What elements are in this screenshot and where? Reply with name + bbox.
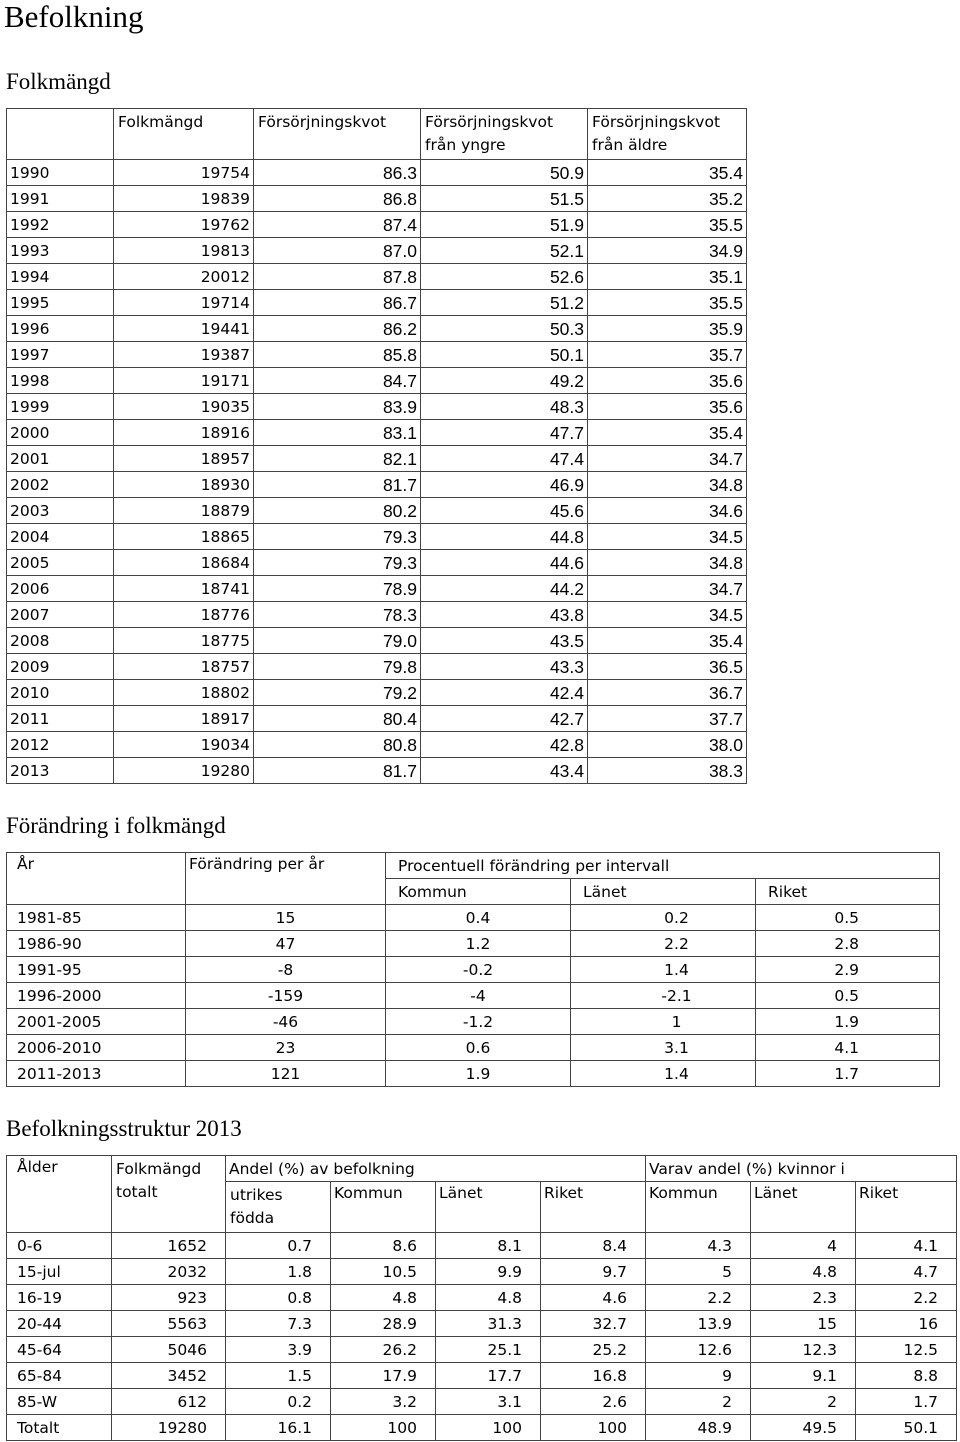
- kvot-yngre-cell: 51.9: [421, 212, 588, 238]
- year-cell: 2012: [7, 732, 114, 758]
- change-cell: 15: [186, 905, 386, 931]
- riket-cell: 8.4: [541, 1233, 646, 1259]
- kvot-aldre-cell: 35.1: [588, 264, 747, 290]
- table-row: [7, 1259, 957, 1285]
- befolkningsstruktur-table-body: [7, 1233, 957, 1441]
- kvinnor-kommun-cell: 2.2: [646, 1285, 751, 1311]
- year-cell: 2009: [7, 654, 114, 680]
- kvot-aldre-cell: 35.7: [588, 342, 747, 368]
- header-forsorjningskvot-yngre: Försörjningskvot från yngre: [421, 109, 588, 160]
- interval-cell: 2001-2005: [7, 1009, 186, 1035]
- interval-cell: 2011-2013: [7, 1061, 186, 1087]
- table-row: [7, 1389, 957, 1415]
- year-cell: 2004: [7, 524, 114, 550]
- forsorjningskvot-cell: 80.2: [254, 498, 421, 524]
- riket-cell: 1.9: [756, 1009, 940, 1035]
- year-cell: 2013: [7, 758, 114, 784]
- table-row: [7, 905, 940, 931]
- kvot-yngre-cell: 48.3: [421, 394, 588, 420]
- table-row: [7, 576, 747, 602]
- forsorjningskvot-cell: 79.3: [254, 550, 421, 576]
- header-blank: [7, 109, 114, 160]
- subheader-kvinnor-kommun: Kommun: [646, 1182, 751, 1233]
- subheader-lanet: Länet: [436, 1182, 541, 1233]
- forsorjningskvot-cell: 84.7: [254, 368, 421, 394]
- kvot-aldre-cell: 34.6: [588, 498, 747, 524]
- age-cell: 45-64: [7, 1337, 112, 1363]
- kvot-aldre-cell: 35.9: [588, 316, 747, 342]
- forsorjningskvot-cell: 86.3: [254, 160, 421, 186]
- lanet-cell: 31.3: [436, 1311, 541, 1337]
- utrikes-fodda-cell: 0.2: [226, 1389, 331, 1415]
- kvot-yngre-cell: 44.2: [421, 576, 588, 602]
- year-cell: 2003: [7, 498, 114, 524]
- kvot-aldre-cell: 35.4: [588, 420, 747, 446]
- kvinnor-riket-cell: 4.1: [856, 1233, 957, 1259]
- kommun-cell: 100: [331, 1415, 436, 1441]
- kvot-aldre-cell: 35.4: [588, 160, 747, 186]
- folkmangd-cell: 18741: [114, 576, 254, 602]
- folkmangd-cell: 19034: [114, 732, 254, 758]
- age-cell: Totalt: [7, 1415, 112, 1441]
- kvinnor-riket-cell: 2.2: [856, 1285, 957, 1311]
- year-cell: 2005: [7, 550, 114, 576]
- interval-cell: 1986-90: [7, 931, 186, 957]
- kvinnor-kommun-cell: 4.3: [646, 1233, 751, 1259]
- folkmangd-cell: 18684: [114, 550, 254, 576]
- header-procentuell: Procentuell förändring per intervall: [386, 853, 940, 879]
- interval-cell: 1991-95: [7, 957, 186, 983]
- interval-cell: 1981-85: [7, 905, 186, 931]
- year-cell: 1996: [7, 316, 114, 342]
- lanet-cell: 2.2: [571, 931, 756, 957]
- total-cell: 5046: [112, 1337, 226, 1363]
- forsorjningskvot-cell: 81.7: [254, 472, 421, 498]
- kvot-yngre-cell: 42.8: [421, 732, 588, 758]
- total-cell: 3452: [112, 1363, 226, 1389]
- folkmangd-cell: 19762: [114, 212, 254, 238]
- folkmangd-cell: 18802: [114, 680, 254, 706]
- kvot-yngre-cell: 46.9: [421, 472, 588, 498]
- table-row: [7, 368, 747, 394]
- folkmangd-cell: 18757: [114, 654, 254, 680]
- year-cell: 2000: [7, 420, 114, 446]
- total-cell: 5563: [112, 1311, 226, 1337]
- change-cell: -8: [186, 957, 386, 983]
- forsorjningskvot-cell: 83.1: [254, 420, 421, 446]
- change-cell: 23: [186, 1035, 386, 1061]
- table-row: [7, 628, 747, 654]
- kvot-aldre-cell: 38.3: [588, 758, 747, 784]
- lanet-cell: 9.9: [436, 1259, 541, 1285]
- table-row: [7, 264, 747, 290]
- header-folkmangd: Folkmängd: [114, 109, 254, 160]
- section-heading-forandring: Förändring i folkmängd: [6, 813, 226, 838]
- age-cell: 16-19: [7, 1285, 112, 1311]
- kvinnor-kommun-cell: 13.9: [646, 1311, 751, 1337]
- total-cell: 1652: [112, 1233, 226, 1259]
- riket-cell: 2.6: [541, 1389, 646, 1415]
- subheader-lanet: Länet: [571, 879, 756, 905]
- kvot-aldre-cell: 34.5: [588, 602, 747, 628]
- kvinnor-riket-cell: 1.7: [856, 1389, 957, 1415]
- total-cell: 2032: [112, 1259, 226, 1285]
- kommun-cell: 1.2: [386, 931, 571, 957]
- table-row: [7, 446, 747, 472]
- kvot-aldre-cell: 35.6: [588, 368, 747, 394]
- kvot-yngre-cell: 45.6: [421, 498, 588, 524]
- table-row: [7, 602, 747, 628]
- kvot-aldre-cell: 36.7: [588, 680, 747, 706]
- folkmangd-cell: 18865: [114, 524, 254, 550]
- kvot-yngre-cell: 50.1: [421, 342, 588, 368]
- forsorjningskvot-cell: 85.8: [254, 342, 421, 368]
- riket-cell: 0.5: [756, 905, 940, 931]
- year-cell: 1999: [7, 394, 114, 420]
- kvot-aldre-cell: 34.8: [588, 472, 747, 498]
- year-cell: 2008: [7, 628, 114, 654]
- kvot-yngre-cell: 43.8: [421, 602, 588, 628]
- kvot-yngre-cell: 43.3: [421, 654, 588, 680]
- kvot-yngre-cell: 43.5: [421, 628, 588, 654]
- forsorjningskvot-cell: 82.1: [254, 446, 421, 472]
- utrikes-fodda-cell: 16.1: [226, 1415, 331, 1441]
- header-andel-av-befolkning: Andel (%) av befolkning: [226, 1156, 646, 1182]
- table-row: [7, 290, 747, 316]
- kvot-yngre-cell: 43.4: [421, 758, 588, 784]
- riket-cell: 25.2: [541, 1337, 646, 1363]
- forsorjningskvot-cell: 79.3: [254, 524, 421, 550]
- kommun-cell: 10.5: [331, 1259, 436, 1285]
- kvinnor-lanet-cell: 15: [751, 1311, 856, 1337]
- forsorjningskvot-cell: 79.2: [254, 680, 421, 706]
- utrikes-fodda-cell: 1.5: [226, 1363, 331, 1389]
- kvinnor-riket-cell: 4.7: [856, 1259, 957, 1285]
- folkmangd-cell: 19441: [114, 316, 254, 342]
- kvot-yngre-cell: 44.8: [421, 524, 588, 550]
- lanet-cell: 25.1: [436, 1337, 541, 1363]
- lanet-cell: 17.7: [436, 1363, 541, 1389]
- kommun-cell: 8.6: [331, 1233, 436, 1259]
- kvinnor-lanet-cell: 2: [751, 1389, 856, 1415]
- kvot-yngre-cell: 42.7: [421, 706, 588, 732]
- total-cell: 19280: [112, 1415, 226, 1441]
- kommun-cell: 0.4: [386, 905, 571, 931]
- kvot-aldre-cell: 34.5: [588, 524, 747, 550]
- subheader-kvinnor-lanet: Länet: [751, 1182, 856, 1233]
- kvinnor-kommun-cell: 12.6: [646, 1337, 751, 1363]
- folkmangd-cell: 18957: [114, 446, 254, 472]
- header-varav-andel-kvinnor: Varav andel (%) kvinnor i: [646, 1156, 957, 1182]
- forandring-table-body: [7, 905, 940, 1087]
- kvot-yngre-cell: 51.5: [421, 186, 588, 212]
- folkmangd-cell: 19813: [114, 238, 254, 264]
- change-cell: 47: [186, 931, 386, 957]
- lanet-cell: 4.8: [436, 1285, 541, 1311]
- kvinnor-lanet-cell: 4: [751, 1233, 856, 1259]
- table-row: [7, 394, 747, 420]
- year-cell: 2011: [7, 706, 114, 732]
- kvot-aldre-cell: 37.7: [588, 706, 747, 732]
- lanet-cell: 8.1: [436, 1233, 541, 1259]
- riket-cell: 2.8: [756, 931, 940, 957]
- table-row: [7, 983, 940, 1009]
- folkmangd-cell: 19839: [114, 186, 254, 212]
- interval-cell: 1996-2000: [7, 983, 186, 1009]
- kvot-yngre-cell: 52.1: [421, 238, 588, 264]
- kvot-aldre-cell: 35.6: [588, 394, 747, 420]
- interval-cell: 2006-2010: [7, 1035, 186, 1061]
- kvinnor-lanet-cell: 4.8: [751, 1259, 856, 1285]
- kvinnor-riket-cell: 50.1: [856, 1415, 957, 1441]
- table-row: [7, 498, 747, 524]
- utrikes-fodda-cell: 0.7: [226, 1233, 331, 1259]
- folkmangd-cell: 18776: [114, 602, 254, 628]
- table-row: [7, 732, 747, 758]
- change-cell: -159: [186, 983, 386, 1009]
- kvot-aldre-cell: 34.8: [588, 550, 747, 576]
- year-cell: 2010: [7, 680, 114, 706]
- table-row: [7, 1415, 957, 1441]
- table-row: [7, 1363, 957, 1389]
- lanet-cell: 3.1: [436, 1389, 541, 1415]
- page-title: Befolkning: [4, 0, 144, 34]
- age-cell: 85-W: [7, 1389, 112, 1415]
- kvot-yngre-cell: 50.9: [421, 160, 588, 186]
- kvot-aldre-cell: 34.7: [588, 576, 747, 602]
- forandring-table: [6, 852, 940, 1087]
- kvot-aldre-cell: 35.4: [588, 628, 747, 654]
- kvot-yngre-cell: 50.3: [421, 316, 588, 342]
- year-cell: 1997: [7, 342, 114, 368]
- forsorjningskvot-cell: 79.0: [254, 628, 421, 654]
- kommun-cell: -0.2: [386, 957, 571, 983]
- subheader-kommun: Kommun: [331, 1182, 436, 1233]
- table-row: [7, 160, 747, 186]
- table-row: [7, 186, 747, 212]
- subheader-utrikes-fodda: utrikes födda: [226, 1182, 331, 1233]
- forsorjningskvot-cell: 87.0: [254, 238, 421, 264]
- kvinnor-kommun-cell: 48.9: [646, 1415, 751, 1441]
- utrikes-fodda-cell: 1.8: [226, 1259, 331, 1285]
- header-forsorjningskvot-aldre: Försörjningskvot från äldre: [588, 109, 747, 160]
- kvot-aldre-cell: 34.9: [588, 238, 747, 264]
- table-row: [7, 212, 747, 238]
- kvot-yngre-cell: 49.2: [421, 368, 588, 394]
- header-forsorjningskvot: Försörjningskvot: [254, 109, 421, 160]
- header-alder: Ålder: [7, 1156, 112, 1233]
- section-heading-befolkningsstruktur: Befolkningsstruktur 2013: [6, 1116, 242, 1141]
- subheader-kvinnor-riket: Riket: [856, 1182, 957, 1233]
- table-row: [7, 472, 747, 498]
- forsorjningskvot-cell: 86.7: [254, 290, 421, 316]
- kvot-aldre-cell: 36.5: [588, 654, 747, 680]
- folkmangd-cell: 19280: [114, 758, 254, 784]
- folkmangd-cell: 19714: [114, 290, 254, 316]
- age-cell: 65-84: [7, 1363, 112, 1389]
- lanet-cell: 1: [571, 1009, 756, 1035]
- folkmangd-cell: 19171: [114, 368, 254, 394]
- forsorjningskvot-cell: 80.4: [254, 706, 421, 732]
- kommun-cell: -4: [386, 983, 571, 1009]
- kvinnor-lanet-cell: 12.3: [751, 1337, 856, 1363]
- riket-cell: 32.7: [541, 1311, 646, 1337]
- kommun-cell: 4.8: [331, 1285, 436, 1311]
- subheader-riket: Riket: [541, 1182, 646, 1233]
- year-cell: 2007: [7, 602, 114, 628]
- forsorjningskvot-cell: 83.9: [254, 394, 421, 420]
- kvot-aldre-cell: 35.2: [588, 186, 747, 212]
- riket-cell: 1.7: [756, 1061, 940, 1087]
- table-row: [7, 706, 747, 732]
- folkmangd-table: [6, 108, 747, 784]
- table-row: [7, 1009, 940, 1035]
- forsorjningskvot-cell: 86.8: [254, 186, 421, 212]
- befolkningsstruktur-table: [6, 1155, 957, 1441]
- forsorjningskvot-cell: 79.8: [254, 654, 421, 680]
- year-cell: 1993: [7, 238, 114, 264]
- table-row: [7, 957, 940, 983]
- folkmangd-cell: 18917: [114, 706, 254, 732]
- table-row: [7, 420, 747, 446]
- riket-cell: 100: [541, 1415, 646, 1441]
- table-row: [7, 550, 747, 576]
- kommun-cell: 0.6: [386, 1035, 571, 1061]
- riket-cell: 4.6: [541, 1285, 646, 1311]
- table-row: [7, 316, 747, 342]
- forsorjningskvot-cell: 87.8: [254, 264, 421, 290]
- kvinnor-lanet-cell: 49.5: [751, 1415, 856, 1441]
- year-cell: 2002: [7, 472, 114, 498]
- header-ar: År: [7, 853, 186, 905]
- kvinnor-kommun-cell: 5: [646, 1259, 751, 1285]
- folkmangd-cell: 18916: [114, 420, 254, 446]
- table-row: [7, 524, 747, 550]
- subheader-riket: Riket: [756, 879, 940, 905]
- kvinnor-kommun-cell: 9: [646, 1363, 751, 1389]
- year-cell: 1998: [7, 368, 114, 394]
- table-row: [7, 1035, 940, 1061]
- riket-cell: 9.7: [541, 1259, 646, 1285]
- kommun-cell: 3.2: [331, 1389, 436, 1415]
- table-row: [7, 1061, 940, 1087]
- table-row: [7, 342, 747, 368]
- age-cell: 20-44: [7, 1311, 112, 1337]
- folkmangd-table-body: [7, 160, 747, 784]
- kvinnor-kommun-cell: 2: [646, 1389, 751, 1415]
- age-cell: 0-6: [7, 1233, 112, 1259]
- year-cell: 2001: [7, 446, 114, 472]
- lanet-cell: -2.1: [571, 983, 756, 1009]
- year-cell: 1994: [7, 264, 114, 290]
- table-row: [7, 1233, 957, 1259]
- table-row: [7, 1337, 957, 1363]
- folkmangd-cell: 18930: [114, 472, 254, 498]
- change-cell: -46: [186, 1009, 386, 1035]
- year-cell: 1991: [7, 186, 114, 212]
- folkmangd-cell: 20012: [114, 264, 254, 290]
- kommun-cell: 1.9: [386, 1061, 571, 1087]
- kvot-yngre-cell: 51.2: [421, 290, 588, 316]
- folkmangd-cell: 18879: [114, 498, 254, 524]
- change-cell: 121: [186, 1061, 386, 1087]
- riket-cell: 4.1: [756, 1035, 940, 1061]
- forsorjningskvot-cell: 86.2: [254, 316, 421, 342]
- utrikes-fodda-cell: 3.9: [226, 1337, 331, 1363]
- table-row: [7, 1285, 957, 1311]
- riket-cell: 0.5: [756, 983, 940, 1009]
- table-row: [7, 680, 747, 706]
- kvot-yngre-cell: 47.4: [421, 446, 588, 472]
- header-folkmangd-totalt: Folkmängd totalt: [112, 1156, 226, 1233]
- kvot-yngre-cell: 47.7: [421, 420, 588, 446]
- lanet-cell: 100: [436, 1415, 541, 1441]
- forsorjningskvot-cell: 80.8: [254, 732, 421, 758]
- kvot-yngre-cell: 44.6: [421, 550, 588, 576]
- kommun-cell: 28.9: [331, 1311, 436, 1337]
- folkmangd-cell: 18775: [114, 628, 254, 654]
- kvinnor-lanet-cell: 2.3: [751, 1285, 856, 1311]
- table-row: [7, 1311, 957, 1337]
- kvot-aldre-cell: 38.0: [588, 732, 747, 758]
- kvinnor-riket-cell: 12.5: [856, 1337, 957, 1363]
- total-cell: 612: [112, 1389, 226, 1415]
- kommun-cell: -1.2: [386, 1009, 571, 1035]
- kvot-aldre-cell: 35.5: [588, 212, 747, 238]
- folkmangd-cell: 19387: [114, 342, 254, 368]
- forsorjningskvot-cell: 87.4: [254, 212, 421, 238]
- riket-cell: 16.8: [541, 1363, 646, 1389]
- lanet-cell: 3.1: [571, 1035, 756, 1061]
- year-cell: 1992: [7, 212, 114, 238]
- utrikes-fodda-cell: 7.3: [226, 1311, 331, 1337]
- section-heading-folkmangd: Folkmängd: [6, 69, 111, 94]
- kvot-aldre-cell: 34.7: [588, 446, 747, 472]
- utrikes-fodda-cell: 0.8: [226, 1285, 331, 1311]
- kvot-aldre-cell: 35.5: [588, 290, 747, 316]
- kommun-cell: 17.9: [331, 1363, 436, 1389]
- age-cell: 15-jul: [7, 1259, 112, 1285]
- kvinnor-riket-cell: 16: [856, 1311, 957, 1337]
- lanet-cell: 1.4: [571, 1061, 756, 1087]
- kvot-yngre-cell: 52.6: [421, 264, 588, 290]
- table-row: [7, 654, 747, 680]
- subheader-kommun: Kommun: [386, 879, 571, 905]
- lanet-cell: 0.2: [571, 905, 756, 931]
- folkmangd-cell: 19754: [114, 160, 254, 186]
- kvinnor-lanet-cell: 9.1: [751, 1363, 856, 1389]
- lanet-cell: 1.4: [571, 957, 756, 983]
- year-cell: 1995: [7, 290, 114, 316]
- riket-cell: 2.9: [756, 957, 940, 983]
- kvot-yngre-cell: 42.4: [421, 680, 588, 706]
- header-forandring-per-ar: Förändring per år: [186, 853, 386, 905]
- table-row: [7, 758, 747, 784]
- forsorjningskvot-cell: 81.7: [254, 758, 421, 784]
- table-row: [7, 238, 747, 264]
- forsorjningskvot-cell: 78.3: [254, 602, 421, 628]
- total-cell: 923: [112, 1285, 226, 1311]
- forsorjningskvot-cell: 78.9: [254, 576, 421, 602]
- kvinnor-riket-cell: 8.8: [856, 1363, 957, 1389]
- kommun-cell: 26.2: [331, 1337, 436, 1363]
- folkmangd-cell: 19035: [114, 394, 254, 420]
- year-cell: 2006: [7, 576, 114, 602]
- year-cell: 1990: [7, 160, 114, 186]
- table-row: [7, 931, 940, 957]
